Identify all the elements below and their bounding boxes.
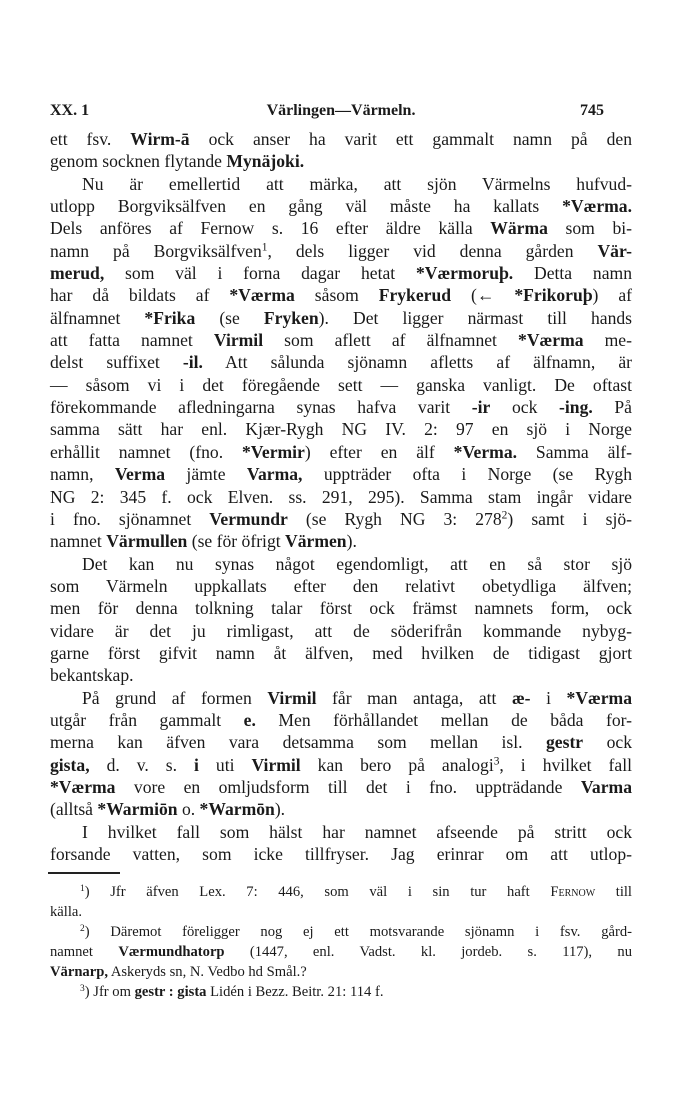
text-run: ). <box>346 531 357 552</box>
bold-term: Värmullen <box>106 531 188 552</box>
text-line <box>50 128 632 150</box>
text-run: källa. <box>50 904 83 920</box>
footnote-line <box>50 922 632 942</box>
text-line <box>50 374 632 396</box>
text-run: får man antaga, att <box>316 687 512 708</box>
text-line <box>50 463 632 485</box>
text-run: har då bildats af <box>50 285 230 306</box>
text-run: (alltså <box>50 799 98 820</box>
bold-term: Varma, <box>246 464 303 485</box>
text-line <box>50 597 632 619</box>
text-run: samma sätt har enl. Kjær-Rygh NG IV. 2: 97 en sjö i Norge <box>50 419 632 440</box>
text-line <box>50 396 632 418</box>
footnote-line <box>50 882 632 902</box>
bold-term: *Frika <box>144 307 196 328</box>
bold-term: Wärma <box>490 218 548 239</box>
bold-term: -il. <box>182 352 203 373</box>
text-run: såsom <box>294 285 379 306</box>
text-run: genom socknen flytande <box>50 151 227 172</box>
text-run: ) af <box>592 285 633 306</box>
text-run: Men förhållandet mellan de båda for- <box>255 709 633 730</box>
bold-term: *Værma <box>518 330 584 351</box>
text-run: ock <box>583 732 632 753</box>
footnote-marker: 1 <box>80 883 85 894</box>
bold-term: -ing. <box>559 397 593 418</box>
bold-term: gestr : gista <box>134 984 207 1000</box>
bold-term: Virmil <box>213 330 264 351</box>
text-line <box>50 262 632 284</box>
bold-term: Varma <box>580 776 632 797</box>
text-run: NG 2: 345 f. ock Elven. ss. 291, 295). Samma stam ingår vidare <box>50 486 632 507</box>
bold-term: Värnarp, <box>50 964 108 980</box>
text-run: På <box>592 397 632 418</box>
text-line <box>50 821 632 843</box>
text-line <box>50 620 632 642</box>
text-run: , i hvilket fall <box>499 754 632 775</box>
text-run: som bi- <box>547 218 632 239</box>
text-line <box>50 843 632 865</box>
footnote-rule <box>48 872 120 874</box>
text-run: i fno. sjönamnet <box>50 508 210 529</box>
text-run: som aflett af älfnamnet <box>263 330 519 351</box>
running-title: Värlingen—Värmeln. <box>266 102 416 119</box>
bold-term: *Værma <box>229 285 295 306</box>
text-run: men för denna tolkning talar först ock främst namnets form, ock <box>50 598 632 619</box>
text-run: Askeryds sn, N. Vedbo hd Smål.? <box>107 964 307 980</box>
bold-term: Virmil <box>251 754 301 775</box>
bold-term: *Værma. <box>562 196 632 217</box>
text-line <box>50 351 632 373</box>
text-run: som Värmeln uppkallats efter den relativt obetydliga älfven; <box>50 575 632 596</box>
text-line <box>50 486 632 508</box>
bold-term: *Verma. <box>453 441 518 462</box>
text-line <box>50 709 632 731</box>
text-run: På grund af formen <box>82 687 268 708</box>
bold-term: Vär- <box>597 240 632 261</box>
text-run: namnet <box>50 944 119 960</box>
text-line <box>50 508 632 530</box>
text-run: i <box>530 687 567 708</box>
text-line <box>50 642 632 664</box>
footnote-marker: 2 <box>80 923 85 934</box>
section-number: XX. 1 <box>50 102 90 119</box>
text-run: namn på Borgviksälfven <box>50 240 262 261</box>
footnote-line <box>50 942 632 962</box>
text-run: utgår från gammalt <box>50 709 244 730</box>
page-number: 745 <box>580 102 604 119</box>
text-line <box>50 195 632 217</box>
text-run: Lidén i Bezz. Beitr. 21: 114 f. <box>206 984 384 1000</box>
text-run: erhållit namnet (fno. <box>50 441 242 462</box>
text-line <box>50 173 632 195</box>
text-line <box>50 731 632 753</box>
text-line <box>50 329 632 351</box>
bold-term: Frykerud <box>378 285 452 306</box>
bold-term: Värmen <box>285 531 347 552</box>
bold-term: Verma <box>114 464 166 485</box>
bold-term: gestr <box>546 732 584 753</box>
text-line <box>50 687 632 709</box>
text-line <box>50 307 632 329</box>
footnote-line <box>50 902 632 922</box>
bold-term: merud, <box>50 263 105 284</box>
text-line <box>50 575 632 597</box>
text-line <box>50 664 632 686</box>
footnotes <box>50 882 632 1002</box>
text-run: Det kan nu synas något egendomligt, att en så stor sjö <box>82 553 632 574</box>
text-run: utlopp Borgviksälfven en gång väl måste ha kallats <box>50 196 563 217</box>
text-line <box>50 798 632 820</box>
bold-term: Mynäjoki. <box>226 151 305 172</box>
text-run: (se för öfrigt <box>187 531 286 552</box>
text-run: jämte <box>165 464 247 485</box>
text-line <box>50 284 632 306</box>
text-run: ) Jfr om <box>84 984 135 1000</box>
bold-term: e. <box>243 709 256 730</box>
text-run: me- <box>583 330 632 351</box>
text-line <box>50 754 632 776</box>
bold-term: i <box>194 754 199 775</box>
text-run: delst suffixet <box>50 352 183 373</box>
bold-term: *Værmoruþ. <box>415 263 514 284</box>
bold-term: Virmil <box>267 687 317 708</box>
text-run: som väl i forna dagar hetat <box>104 263 416 284</box>
text-run: uppträder ofta i Norge (se Rygh <box>302 464 632 485</box>
text-run: bekantskap. <box>50 665 134 686</box>
text-run: uti <box>198 754 252 775</box>
bold-term: gista, <box>50 754 90 775</box>
text-run: till <box>595 884 632 900</box>
text-line <box>50 217 632 239</box>
text-run: vore en omljudsform till det i fno. uppträdande <box>115 776 581 797</box>
text-line <box>50 553 632 575</box>
text-run: , dels ligger vid denna gården <box>267 240 598 261</box>
text-run: Nu är emellertid att märka, att sjön Värmelns hufvud- <box>82 173 632 194</box>
text-run: ) Jfr äfven Lex. 7: 446, som väl i sin tur haft <box>84 884 551 900</box>
text-run: (← <box>451 285 515 306</box>
text-line <box>50 441 632 463</box>
text-run: kan bero på analogi <box>300 754 494 775</box>
text-run: ). <box>274 799 286 820</box>
bold-term: *Warmōn <box>199 799 275 820</box>
text-run: namnet <box>50 531 107 552</box>
text-run: älfnamnet <box>50 307 145 328</box>
text-run: vidare är det ju rimligast, att de söderifrån kommande nybyg- <box>50 620 632 641</box>
body-text <box>50 128 632 865</box>
bold-term: Vermundr <box>209 508 288 529</box>
bold-term: *Værma <box>50 776 116 797</box>
bold-term: -ir <box>471 397 491 418</box>
text-run: Detta namn <box>513 263 632 284</box>
text-line <box>50 150 632 172</box>
footnote-marker: 1 <box>261 241 268 254</box>
footnote-line <box>50 982 632 1002</box>
text-run: ). Det ligger närmast till hands <box>318 307 633 328</box>
text-run: I hvilket fall som hälst har namnet afseende på stritt ock <box>82 821 632 842</box>
footnote-line <box>50 962 632 982</box>
text-run: Fernow <box>550 884 596 900</box>
text-run: — såsom vi i det föregående sett — ganska vanligt. De oftast <box>50 374 632 395</box>
bold-term: *Warmiōn <box>97 799 178 820</box>
bold-term: Wirm-ā <box>130 129 190 149</box>
text-run: (se Rygh NG 3: 278 <box>287 508 502 529</box>
text-run: ett fsv. <box>50 129 131 149</box>
text-run: namn, <box>50 464 115 485</box>
text-run: Dels anföres af Fernow s. 16 efter äldre källa <box>50 218 491 239</box>
text-run: Att sålunda sjönamn afletts af älfnamn, är <box>202 352 632 373</box>
footnote-marker: 3 <box>80 983 85 994</box>
text-run: Samma älf- <box>517 441 632 462</box>
text-run: (1447, enl. Vadst. kl. jordeb. s. 117), nu <box>224 944 633 960</box>
text-line <box>50 776 632 798</box>
text-run: förekommande afledningarna synas hafva varit <box>50 397 472 418</box>
footnote-marker: 3 <box>493 755 500 768</box>
text-run: att fatta namnet <box>50 330 214 351</box>
text-run: o. <box>177 799 200 820</box>
text-run: ) samt i sjö- <box>507 508 632 529</box>
text-line <box>50 418 632 440</box>
text-run: ) efter en älf <box>304 441 454 462</box>
bold-term: Fryken <box>263 307 319 328</box>
bold-term: *Frikoruþ <box>514 285 593 306</box>
text-run: merna kan äfven vara detsamma som mellan isl. <box>50 732 546 753</box>
text-run: ) Däremot föreligger nog ej ett motsvarande sjönamn i fsv. gård- <box>84 924 632 940</box>
text-run: garne först gifvit namn åt älfven, med hvilken de tidigast gjort <box>50 642 632 663</box>
text-run: (se <box>195 307 264 328</box>
text-line <box>50 530 632 552</box>
footnote-marker: 2 <box>501 509 508 522</box>
text-run: ock <box>490 397 560 418</box>
running-header <box>50 102 632 124</box>
bold-term: æ- <box>511 687 531 708</box>
bold-term: Værmundhatorp <box>118 944 225 960</box>
text-run: forsande vatten, som icke tillfryser. Jag erinrar om att utlop- <box>50 844 632 864</box>
bold-term: *Værma <box>566 687 632 708</box>
text-run: d. v. s. <box>89 754 195 775</box>
text-run: ock anser ha varit ett gammalt namn på den <box>189 129 632 149</box>
bold-term: *Vermir <box>242 441 305 462</box>
text-line <box>50 240 632 262</box>
